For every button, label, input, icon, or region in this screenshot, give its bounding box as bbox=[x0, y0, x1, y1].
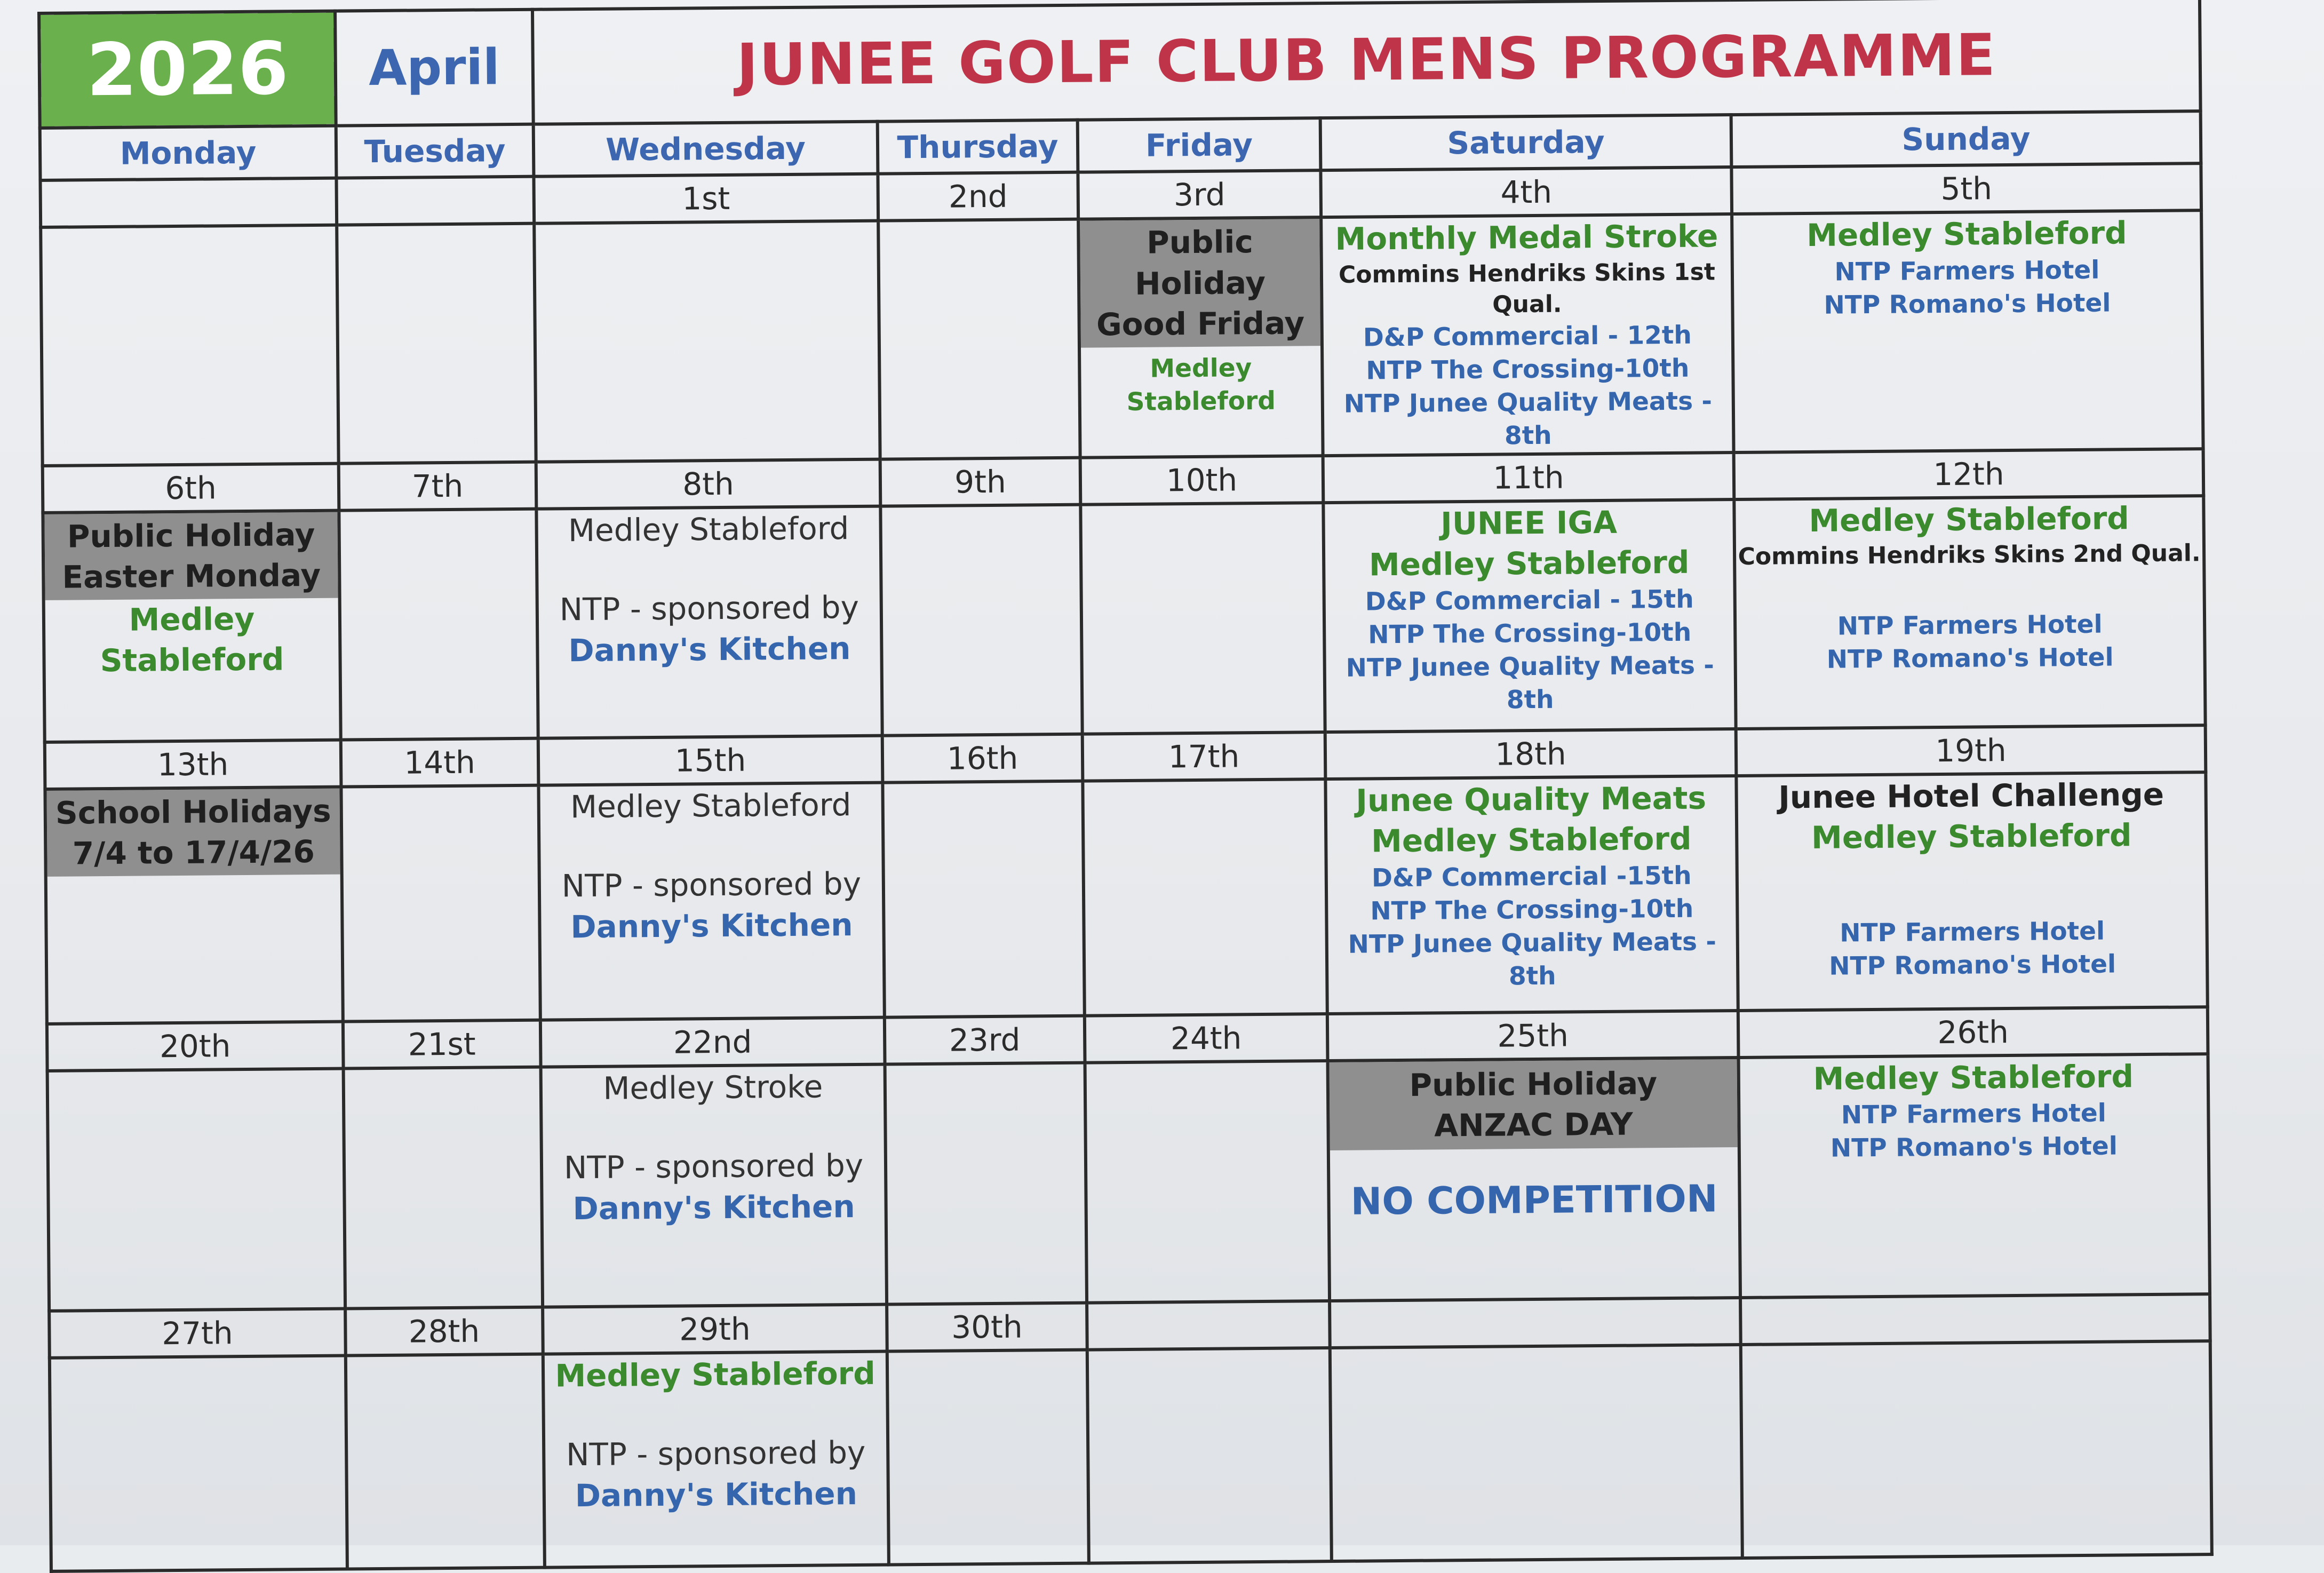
holiday-label: Public Holiday bbox=[67, 516, 315, 555]
date-cell: 9th bbox=[880, 458, 1081, 506]
date-cell: 7th bbox=[339, 462, 537, 511]
holiday-box bbox=[1330, 1059, 1738, 1150]
day-cell-saturday bbox=[1323, 499, 1736, 732]
year-label: 2026 bbox=[86, 26, 289, 113]
holiday-label: Public Holiday bbox=[1134, 224, 1266, 302]
date-cell: 20th bbox=[47, 1021, 344, 1070]
sponsor-line: NTP Junee Quality Meats - 8th bbox=[1346, 650, 1715, 715]
sponsor-line: NTP Junee Quality Meats - 8th bbox=[1343, 386, 1713, 451]
day-cell bbox=[1083, 779, 1327, 1016]
event-label: Medley Stableford bbox=[555, 1355, 876, 1394]
holiday-box bbox=[44, 512, 338, 600]
date-cell: 30th bbox=[887, 1302, 1087, 1351]
event-title: Medley Stableford bbox=[1811, 817, 2132, 856]
day-cell-wednesday bbox=[541, 1064, 887, 1307]
holiday-box bbox=[46, 788, 340, 876]
sponsor-line: D&P Commercial -15th bbox=[1371, 861, 1692, 893]
event-label: Medley Stableford bbox=[568, 510, 849, 549]
sponsor-line: D&P Commercial - 12th bbox=[1363, 320, 1692, 353]
sponsor-line: NTP Farmers Hotel bbox=[1837, 610, 2103, 641]
ntp-label: NTP - sponsored by bbox=[559, 589, 859, 628]
sponsor-line: NTP Farmers Hotel bbox=[1841, 1098, 2107, 1130]
day-cell bbox=[41, 225, 338, 466]
event-line: Commins Hendriks Skins 2nd Qual. bbox=[1738, 539, 2201, 571]
day-cell bbox=[337, 224, 536, 464]
date-cell: 29th bbox=[543, 1304, 887, 1354]
date-cell: 24th bbox=[1085, 1014, 1328, 1063]
day-cell bbox=[534, 221, 880, 462]
content-row bbox=[45, 772, 2207, 1024]
page-title: JUNEE GOLF CLUB MENS PROGRAMME bbox=[532, 0, 2201, 124]
sponsor-name: Danny's Kitchen bbox=[570, 906, 853, 946]
date-cell: 11th bbox=[1323, 452, 1734, 503]
event-label: Medley Stableford bbox=[100, 600, 284, 679]
date-cell: 3rd bbox=[1078, 170, 1321, 219]
day-cell-sunday bbox=[1738, 1054, 2210, 1298]
event-label: Medley Stableford bbox=[570, 786, 851, 825]
day-cell bbox=[887, 1349, 1089, 1564]
date-cell: 21st bbox=[343, 1020, 541, 1068]
holiday-dates: 7/4 to 17/4/26 bbox=[72, 833, 315, 872]
ntp-label: NTP - sponsored by bbox=[563, 1147, 864, 1186]
date-cell: 25th bbox=[1327, 1011, 1739, 1061]
sponsor-line: NTP Romano's Hotel bbox=[1824, 288, 2111, 320]
event-title: Medley Stableford bbox=[1813, 1058, 2134, 1097]
date-cell: 4th bbox=[1320, 167, 1732, 217]
date-cell: 10th bbox=[1080, 456, 1324, 505]
holiday-name: Easter Monday bbox=[62, 557, 321, 596]
sponsor-line: D&P Commercial - 15th bbox=[1365, 584, 1694, 617]
day-cell bbox=[885, 1062, 1087, 1304]
day-cell bbox=[339, 509, 538, 740]
date-cell bbox=[1087, 1301, 1330, 1350]
event-line: Commins Hendriks Skins 1st Qual. bbox=[1338, 258, 1716, 319]
day-cell bbox=[1330, 1345, 1742, 1561]
day-cell bbox=[1087, 1348, 1332, 1563]
content-row bbox=[41, 210, 2203, 466]
sponsor-line: NTP The Crossing-10th bbox=[1366, 353, 1690, 386]
ntp-label: NTP - sponsored by bbox=[566, 1434, 866, 1473]
content-row bbox=[43, 496, 2205, 742]
holiday-name: Good Friday bbox=[1096, 305, 1305, 343]
day-header-tuesday: Tuesday bbox=[336, 124, 534, 178]
date-cell: 6th bbox=[43, 463, 339, 512]
day-cell bbox=[1085, 1061, 1330, 1303]
sponsor-name: Danny's Kitchen bbox=[568, 630, 851, 669]
date-cell: 19th bbox=[1736, 725, 2206, 776]
day-cell bbox=[1080, 503, 1325, 734]
holiday-label: Public Holiday bbox=[1409, 1065, 1658, 1103]
event-label: Medley Stroke bbox=[603, 1068, 823, 1107]
day-cell bbox=[47, 1068, 346, 1310]
date-cell: 28th bbox=[345, 1307, 543, 1355]
date-cell: 15th bbox=[538, 735, 883, 785]
holiday-label: School Holidays bbox=[55, 792, 331, 831]
day-header-thursday: Thursday bbox=[878, 120, 1078, 174]
day-cell bbox=[341, 785, 540, 1021]
date-cell: 13th bbox=[45, 740, 341, 789]
holiday-name: ANZAC DAY bbox=[1434, 1106, 1634, 1144]
event-title: Medley Stableford bbox=[1368, 544, 1690, 583]
day-cell-monday bbox=[43, 510, 340, 742]
event-label: Medley Stableford bbox=[1126, 353, 1276, 417]
date-cell bbox=[336, 177, 534, 225]
year-cell bbox=[39, 11, 336, 128]
day-cell-sunday bbox=[1736, 772, 2207, 1011]
month-label: April bbox=[335, 10, 534, 126]
date-cell: 2nd bbox=[878, 172, 1078, 221]
day-cell-friday bbox=[1078, 217, 1323, 457]
day-header-sunday: Sunday bbox=[1731, 111, 2201, 167]
day-cell bbox=[880, 504, 1082, 735]
date-cell: 14th bbox=[341, 738, 539, 787]
event-title: Medley Stableford bbox=[1809, 500, 2130, 539]
date-cell: 5th bbox=[1731, 163, 2201, 214]
sponsor-line: NTP Farmers Hotel bbox=[1834, 255, 2100, 287]
date-cell: 12th bbox=[1734, 449, 2204, 499]
date-cell bbox=[40, 178, 337, 227]
date-cell: 8th bbox=[536, 459, 881, 509]
date-cell: 16th bbox=[882, 734, 1083, 782]
sponsor-line: NTP The Crossing-10th bbox=[1370, 894, 1694, 926]
holiday-box bbox=[1080, 219, 1320, 347]
event-title: Medley Stableford bbox=[1371, 821, 1692, 860]
sponsor-line: NTP Farmers Hotel bbox=[1840, 916, 2105, 948]
day-cell-monday bbox=[45, 787, 343, 1023]
event-title: Monthly Medal Stroke bbox=[1335, 218, 1718, 257]
day-cell bbox=[882, 781, 1084, 1017]
content-row bbox=[47, 1054, 2210, 1311]
sponsor-line: NTP The Crossing-10th bbox=[1368, 617, 1692, 650]
sponsor-line: NTP Romano's Hotel bbox=[1830, 1131, 2118, 1164]
date-cell: 23rd bbox=[885, 1015, 1085, 1064]
content-row bbox=[50, 1341, 2212, 1571]
day-cell-wednesday bbox=[543, 1351, 889, 1567]
day-header-friday: Friday bbox=[1078, 118, 1321, 172]
event-title: JUNEE IGA bbox=[1440, 504, 1618, 542]
sponsor-name: Danny's Kitchen bbox=[572, 1188, 855, 1227]
event-title: Medley Stableford bbox=[1806, 215, 2127, 253]
day-cell bbox=[878, 219, 1080, 459]
sponsor-line: NTP Junee Quality Meats - 8th bbox=[1348, 927, 1717, 991]
no-competition-note: NO COMPETITION bbox=[1350, 1177, 1718, 1224]
day-cell-sunday bbox=[1732, 210, 2203, 452]
event-title: Junee Quality Meats bbox=[1356, 780, 1707, 819]
day-cell bbox=[344, 1067, 543, 1308]
day-cell bbox=[50, 1355, 347, 1571]
day-header-monday: Monday bbox=[40, 126, 337, 180]
day-cell bbox=[346, 1354, 545, 1569]
day-header-saturday: Saturday bbox=[1320, 115, 1732, 170]
sponsor-name: Danny's Kitchen bbox=[575, 1475, 858, 1514]
date-cell: 27th bbox=[49, 1308, 346, 1357]
day-cell-sunday bbox=[1734, 496, 2205, 729]
day-header-wednesday: Wednesday bbox=[534, 122, 878, 177]
date-cell: 1st bbox=[534, 174, 878, 224]
date-cell: 18th bbox=[1325, 729, 1737, 779]
day-cell-wednesday bbox=[538, 782, 884, 1020]
header-row bbox=[39, 0, 2201, 128]
calendar bbox=[37, 0, 2210, 1522]
day-cell bbox=[1741, 1341, 2212, 1558]
date-cell bbox=[1740, 1294, 2210, 1345]
sponsor-line: NTP Romano's Hotel bbox=[1829, 949, 2116, 981]
calendar-grid bbox=[37, 0, 2214, 1573]
ntp-label: NTP - sponsored by bbox=[561, 865, 862, 904]
event-title: Junee Hotel Challenge bbox=[1778, 776, 2164, 816]
sponsor-line: NTP Romano's Hotel bbox=[1826, 642, 2114, 675]
day-cell-saturday bbox=[1321, 214, 1733, 456]
day-cell-saturday bbox=[1325, 776, 1738, 1014]
date-cell: 26th bbox=[1738, 1007, 2208, 1058]
date-cell: 22nd bbox=[540, 1017, 885, 1067]
day-cell-wednesday bbox=[536, 506, 882, 738]
date-cell: 17th bbox=[1083, 732, 1326, 781]
date-cell bbox=[1330, 1298, 1741, 1348]
day-cell-saturday bbox=[1328, 1058, 1741, 1301]
